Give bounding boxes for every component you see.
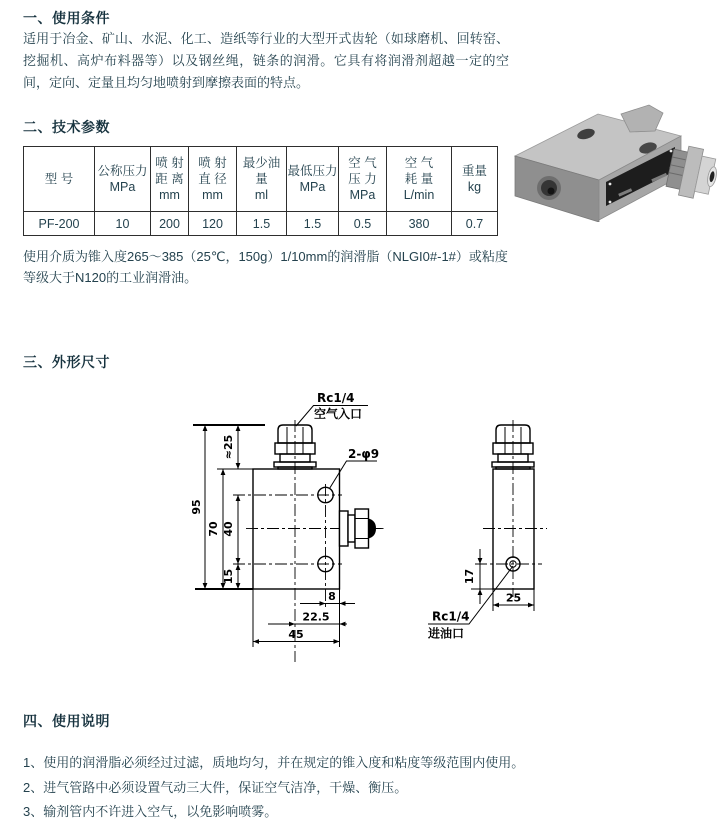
product-photo xyxy=(503,96,719,222)
table-data-row xyxy=(24,212,498,236)
col-header-min-pressure: 最低压力 MPa xyxy=(287,147,339,212)
section-usage-heading: 一、使用条件 xyxy=(23,10,110,26)
dim-17: 17 xyxy=(463,568,476,585)
dim-approx25: ≈25 xyxy=(222,434,235,460)
dimension-drawing xyxy=(170,385,650,685)
air-inlet-thread-label: Rc1/4 xyxy=(317,391,355,405)
cell-min-pressure: 1.5 xyxy=(287,212,339,236)
photo-nozzle xyxy=(665,143,719,202)
col-header-spray-diameter: 喷 射 直 径 mm xyxy=(189,147,237,212)
cell-spray-distance: 200 xyxy=(151,212,189,236)
section-dims-heading: 三、外形尺寸 xyxy=(23,354,110,370)
col-header-air-pressure: 空 气 压 力 MPa xyxy=(339,147,387,212)
dim-8: 8 xyxy=(328,590,336,603)
instruction-item: 3、输剂管内不许进入空气，以免影响喷雾。 xyxy=(23,804,278,819)
col-header-nominal-pressure: 公称压力 MPa xyxy=(95,147,151,212)
section-usage-body: 适用于冶金、矿山、水泥、化工、造纸等行业的大型开式齿轮（如球磨机、回转窑、挖掘机、高炉布料器等）以及钢丝绳，链条的润滑。它具有将润滑剂超越一定的空间，定向、定量且均匀地喷射到摩擦表面的特点。 xyxy=(23,31,509,90)
col-header-model: 型 号 xyxy=(24,147,95,212)
front-nozzle xyxy=(340,509,377,548)
tech-parameters-table xyxy=(23,146,498,236)
cell-min-oil: 1.5 xyxy=(237,212,287,236)
section-tech-heading: 二、技术参数 xyxy=(23,119,110,135)
instructions-list xyxy=(23,751,583,825)
dim-40: 40 xyxy=(222,521,235,537)
air-inlet-label: 空气入口 xyxy=(314,407,363,421)
dim-side-25: 25 xyxy=(505,591,522,605)
col-header-min-oil: 最少油量 ml xyxy=(237,147,287,212)
dim-70: 70 xyxy=(207,521,220,537)
dim-22-5: 22.5 xyxy=(302,610,330,624)
cell-model: PF-200 xyxy=(24,212,95,236)
cell-nominal-pressure: 10 xyxy=(95,212,151,236)
oil-inlet-label: 进油口 xyxy=(428,626,465,641)
cell-air-pressure: 0.5 xyxy=(339,212,387,236)
col-header-air-consumption: 空 气 耗 量 L/min xyxy=(387,147,452,212)
dim-15: 15 xyxy=(222,568,235,585)
table-header-row xyxy=(24,147,498,212)
instruction-item: 1、使用的润滑脂必须经过过滤，质地均匀，并在规定的锥入度和粘度等级范围内使用。 xyxy=(23,755,525,770)
col-header-spray-distance: 喷 射 距 离 mm xyxy=(151,147,189,212)
front-view xyxy=(190,391,384,662)
oil-inlet-thread-label: Rc1/4 xyxy=(432,609,470,624)
dim-95: 95 xyxy=(190,499,203,515)
holes-label: 2-φ9 xyxy=(348,447,380,461)
holes-leader xyxy=(330,461,378,489)
side-view xyxy=(427,420,547,641)
cell-weight: 0.7 xyxy=(452,212,498,236)
section-instructions-heading: 四、使用说明 xyxy=(23,713,110,729)
cell-spray-diameter: 120 xyxy=(189,212,237,236)
cell-air-consumption: 380 xyxy=(387,212,452,236)
instruction-item: 2、进气管路中必须设置气动三大件，保证空气洁净，干燥、衡压。 xyxy=(23,779,408,795)
medium-note: 使用介质为锥入度265～385（25℃，150g）1/10mm的润滑脂（NLGI0#-1#）或粘度等级大于N120的工业润滑油。 xyxy=(23,249,508,285)
dim-45: 45 xyxy=(288,628,304,641)
col-header-weight: 重量 kg xyxy=(452,147,498,212)
